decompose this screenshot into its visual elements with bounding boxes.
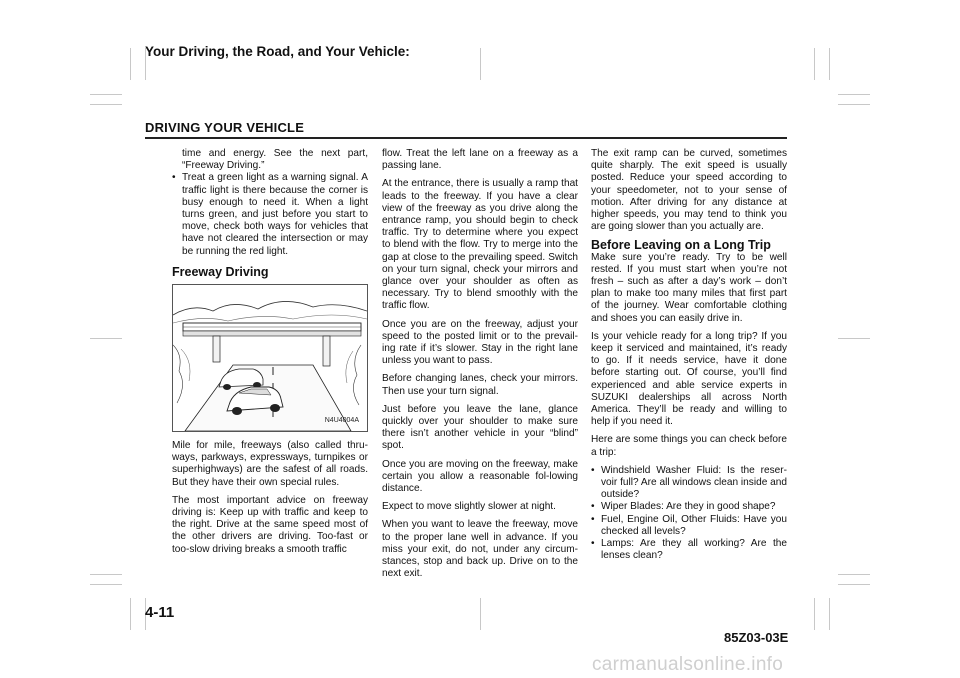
crop-mark bbox=[814, 48, 815, 80]
list-item: • Windshield Washer Fluid: Is the reser-voir full? Are all windows clean inside and outside? bbox=[591, 465, 787, 502]
document-code: 85Z03-03E bbox=[724, 630, 789, 645]
running-head: Your Driving, the Road, and Your Vehicle: bbox=[145, 44, 410, 59]
bullet-list bbox=[591, 465, 787, 563]
column-3 bbox=[591, 148, 787, 569]
paragraph: Here are some things you can check before a trip: bbox=[591, 434, 787, 458]
paragraph: Mile for mile, freeways (also called thru-ways, parkways, expressways, turnpikes or superhighways) are the safest of all roads. But they have their own special rules. bbox=[172, 440, 368, 488]
crop-mark bbox=[829, 598, 830, 630]
subheading-freeway-driving: Freeway Driving bbox=[172, 264, 269, 279]
crop-mark bbox=[838, 584, 870, 585]
list-item: • Lamps: Are they all working? Are the lenses clean? bbox=[591, 538, 787, 562]
crop-mark bbox=[838, 338, 870, 339]
crop-mark bbox=[90, 574, 122, 575]
paragraph: When you want to leave the freeway, move to the proper lane well in advance. If you miss your exit, do not, under any circum-stances, stop and back up. Drive on to the next exit. bbox=[382, 519, 578, 580]
crop-mark bbox=[838, 574, 870, 575]
paragraph: Once you are moving on the freeway, make certain you allow a reasonable fol-lowing distance. bbox=[382, 458, 578, 495]
crop-mark bbox=[90, 104, 122, 105]
paragraph: At the entrance, there is usually a ramp that leads to the freeway. If you have a clear view of the freeway as you drive along the entrance ramp, you should begin to check traffic. Try to determine where you expect to blend with the flow. Try to merge into the gap at close to the prevailing speed. Switch on your turn signal, check your mirrors and glance over your shoulder as often as necessary. Try to blend smoothly with the traffic flow. bbox=[382, 178, 578, 312]
paragraph: The exit ramp can be curved, sometimes quite sharply. The exit speed is usually posted. Reduce your speed according to your speedometer, not to your sense of motion. After driving for any distance at higher speeds, you may tend to think you are going slower than you actually are. bbox=[591, 148, 787, 233]
list-item: • Treat a green light as a warning signal. A traffic light is there because the corner is busy enough to need it. When a light turns green, and just before you start to move, check both ways for vehicles that have not cleared the intersection or may be running the red light. bbox=[172, 172, 368, 257]
paragraph: Once you are on the freeway, adjust your speed to the posted limit or to the prevail-ing rate if it’s slower. Stay in the right lane unless you want to pass. bbox=[382, 318, 578, 367]
crop-mark bbox=[480, 48, 481, 80]
freeway-illustration bbox=[172, 284, 368, 432]
crop-mark bbox=[838, 104, 870, 105]
figure-code: N4U4004A bbox=[324, 416, 359, 424]
freeway-overpass-drawing bbox=[173, 285, 367, 431]
crop-mark bbox=[814, 598, 815, 630]
column-1 bbox=[172, 148, 368, 562]
crop-mark bbox=[90, 94, 122, 95]
paragraph: The most important advice on freeway driving is: Keep up with traffic and keep to the right. Drive at the same speed most of the other drivers are driving. Too-fast or too-slow driving breaks a smooth traffic bbox=[172, 494, 368, 555]
crop-mark bbox=[90, 584, 122, 585]
crop-mark bbox=[480, 598, 481, 630]
subheading-long-trip: Before Leaving on a Long Trip bbox=[591, 238, 771, 253]
watermark: carmanualsonline.info bbox=[592, 654, 784, 675]
page-number: 4-11 bbox=[145, 604, 175, 621]
paragraph: Is your vehicle ready for a long trip? If you keep it serviced and maintained, it’s ready to go. If it needs service, have it done before starting out. Of course, you’ll find experienced and able service experts in SUZUKI dealerships all across North America. They’ll be ready and willing to help if you need it. bbox=[591, 330, 787, 428]
paragraph: flow. Treat the left lane on a freeway as a passing lane. bbox=[382, 148, 578, 172]
list-item: • Wiper Blades: Are they in good shape? bbox=[591, 501, 787, 513]
paragraph: Before changing lanes, check your mirrors. Then use your turn signal. bbox=[382, 373, 578, 397]
paragraph: Expect to move slightly slower at night. bbox=[382, 501, 556, 513]
paragraph: Make sure you’re ready. Try to be well rested. If you must start when you’re not fresh – such as after a day’s work – don’t plan to make too many miles that first part of the journey. Wear comfortable clothing and shoes you can easily drive in. bbox=[591, 251, 787, 324]
bullet-list bbox=[172, 172, 368, 257]
paragraph: Just before you leave the lane, glance quickly over your shoulder to make sure there isn’t another vehicle in your “blind” spot. bbox=[382, 403, 578, 452]
crop-mark bbox=[838, 94, 870, 95]
crop-mark bbox=[829, 48, 830, 80]
column-2 bbox=[382, 148, 578, 587]
crop-mark bbox=[90, 338, 122, 339]
paragraph: time and energy. See the next part, “Freeway Driving.” bbox=[182, 148, 368, 172]
crop-mark bbox=[130, 48, 131, 80]
crop-mark bbox=[130, 598, 131, 630]
list-item: • Fuel, Engine Oil, Other Fluids: Have you checked all levels? bbox=[591, 514, 787, 538]
header-rule bbox=[145, 137, 787, 139]
section-title: DRIVING YOUR VEHICLE bbox=[145, 120, 305, 135]
